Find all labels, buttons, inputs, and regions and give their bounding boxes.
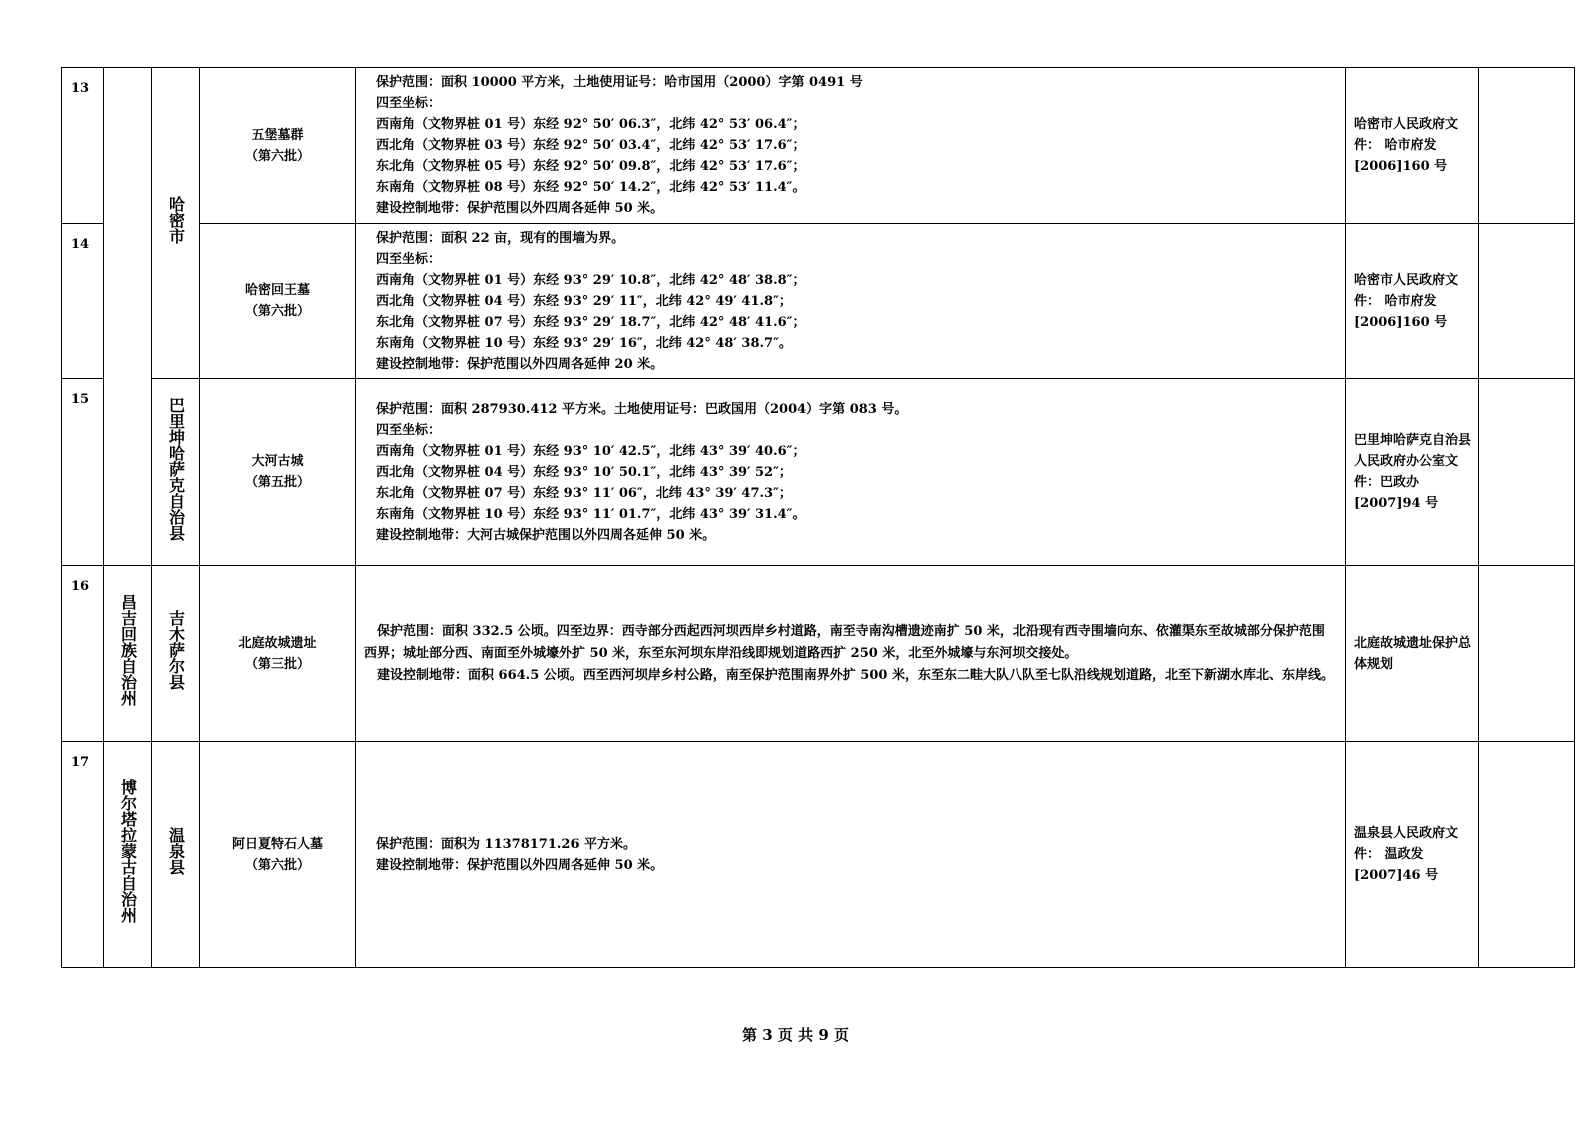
scope-line: 西南角（文物界桩 01 号）东经 92° 50′ 06.3″，北纬 42° 53′ 06.4″； (376, 117, 806, 132)
remarks-cell (1479, 379, 1575, 566)
scope-line: 东北角（文物界桩 07 号）东经 93° 11′ 06″，北纬 43° 39′ 47.3″； (376, 485, 792, 501)
county-label: 哈密市 (166, 195, 186, 244)
protection-scope-cell (356, 742, 1346, 968)
scope-paragraph: 保护范围：面积 332.5 公顷。四至边界：西寺部分西起西河坝西岸乡村道路，南至寺南沟槽遗迹南扩 50 米，北沿现有西寺围墙向东、依灌渠东至故城部分保护范围西界；城址部分西、南面至外城壕外扩 50 米，东至东河坝东岸沿线即规划道路西扩 250 米，北至外城壕与东河坝交接处。 (364, 623, 1325, 661)
table-row (62, 742, 1575, 968)
site-name-cell (200, 566, 356, 742)
scope-line: 西南角（文物界桩 01 号）东经 93° 10′ 42.5″，北纬 43° 39′ 40.6″； (376, 443, 806, 459)
prefecture-cell (104, 742, 152, 968)
scope-line: 保护范围：面积 287930.412 平方米。土地使用证号：巴政国用（2004）字第 083 号。 (376, 401, 908, 417)
basis-cell: 温泉县人民政府文件： 温政发[2007]46 号 (1346, 742, 1479, 968)
county-cell (152, 68, 200, 379)
county-cell (152, 379, 200, 566)
site-name-cell (200, 742, 356, 968)
remarks-cell (1479, 566, 1575, 742)
scope-line: 保护范围：面积为 11378171.26 平方米。 (376, 836, 637, 852)
site-batch: （第六批） (244, 304, 310, 319)
site-name: 大河古城 (251, 454, 304, 469)
site-name: 五堡墓群 (251, 127, 304, 143)
scope-line: 四至坐标： (376, 96, 442, 111)
county-label: 巴里坤哈萨克自治县 (166, 396, 186, 541)
county-cell (152, 742, 200, 968)
site-batch: （第六批） (244, 148, 310, 164)
protection-scope-cell (356, 379, 1346, 566)
scope-line: 建设控制地带：保护范围以外四周各延伸 50 米。 (376, 201, 664, 216)
basis-cell: 哈密市人民政府文件： 哈市府发[2006]160 号 (1346, 224, 1479, 379)
row-number: 17 (62, 742, 104, 968)
scope-line: 西北角（文物界桩 04 号）东经 93° 10′ 50.1″，北纬 43° 39′ 52″； (376, 464, 792, 480)
scope-line: 保护范围：面积 10000 平方米，土地使用证号：哈市国用（2000）字第 0491 号 (376, 75, 863, 90)
table-row (62, 566, 1575, 742)
row-number: 14 (62, 224, 104, 379)
row-number: 13 (62, 68, 104, 224)
site-name-cell (200, 224, 356, 379)
scope-paragraph: 建设控制地带：面积 664.5 公顷。西至西河坝岸乡村公路，南至保护范围南界外扩 500 米，东至东二畦大队八队至七队沿线规划道路，北至下新湖水库北、东岸线。 (377, 667, 1334, 683)
table-row (62, 68, 1575, 224)
scope-line: 东北角（文物界桩 07 号）东经 93° 29′ 18.7″，北纬 42° 48′ 41.6″； (376, 314, 806, 330)
site-batch: （第五批） (244, 475, 310, 490)
scope-line: 西北角（文物界桩 03 号）东经 92° 50′ 03.4″，北纬 42° 53′ 17.6″； (376, 138, 806, 153)
basis-cell: 巴里坤哈萨克自治县人民政府办公室文件：巴政办[2007]94 号 (1346, 379, 1479, 566)
prefecture-cell-empty (104, 68, 152, 566)
page-number: 第 3 页 共 9 页 (742, 1026, 849, 1044)
protection-scope-cell (356, 68, 1346, 224)
protection-scope-cell (356, 566, 1346, 742)
page-footer (0, 1024, 1591, 1045)
county-label: 吉木萨尔县 (166, 610, 186, 690)
scope-line: 东北角（文物界桩 05 号）东经 92° 50′ 09.8″，北纬 42° 53′ 17.6″； (376, 159, 806, 174)
scope-line: 西南角（文物界桩 01 号）东经 93° 29′ 10.8″，北纬 42° 48′ 38.8″； (376, 272, 806, 288)
basis-cell: 哈密市人民政府文件： 哈市府发[2006]160 号 (1346, 68, 1479, 224)
scope-line: 保护范围：面积 22 亩，现有的围墙为界。 (376, 230, 625, 246)
scope-line: 建设控制地带：保护范围以外四周各延伸 50 米。 (376, 857, 664, 873)
site-name-cell (200, 379, 356, 566)
remarks-cell (1479, 224, 1575, 379)
prefecture-label: 博尔塔拉蒙古自治州 (118, 779, 138, 923)
row-number: 15 (62, 379, 104, 566)
scope-line: 四至坐标： (376, 251, 442, 267)
heritage-table (61, 67, 1575, 968)
county-label: 温泉县 (166, 827, 186, 875)
prefecture-label: 昌吉回族自治州 (118, 594, 138, 706)
basis-cell: 北庭故城遗址保护总体规划 (1346, 566, 1479, 742)
scope-line: 东南角（文物界桩 10 号）东经 93° 11′ 01.7″，北纬 43° 39′ 31.4″。 (376, 506, 806, 522)
county-cell (152, 566, 200, 742)
site-batch: （第三批） (244, 656, 310, 672)
row-number: 16 (62, 566, 104, 742)
scope-line: 建设控制地带：保护范围以外四周各延伸 20 米。 (376, 356, 664, 372)
prefecture-cell (104, 566, 152, 742)
site-batch: （第六批） (244, 857, 310, 873)
site-name: 哈密回王墓 (244, 283, 310, 298)
table-row (62, 379, 1575, 566)
site-name-cell (200, 68, 356, 224)
table-row (62, 224, 1575, 379)
remarks-cell (1479, 68, 1575, 224)
protection-scope-cell (356, 224, 1346, 379)
remarks-cell (1479, 742, 1575, 968)
site-name: 阿日夏特石人墓 (231, 836, 323, 852)
site-name: 北庭故城遗址 (238, 635, 317, 651)
scope-line: 四至坐标： (376, 422, 442, 438)
scope-line: 东南角（文物界桩 08 号）东经 92° 50′ 14.2″，北纬 42° 53′ 11.4″。 (376, 180, 806, 195)
scope-line: 东南角（文物界桩 10 号）东经 93° 29′ 16″，北纬 42° 48′ 38.7″。 (376, 335, 792, 351)
scope-line: 建设控制地带：大河古城保护范围以外四周各延伸 50 米。 (376, 527, 716, 543)
scope-line: 西北角（文物界桩 04 号）东经 93° 29′ 11″，北纬 42° 49′ 41.8″； (376, 293, 792, 309)
